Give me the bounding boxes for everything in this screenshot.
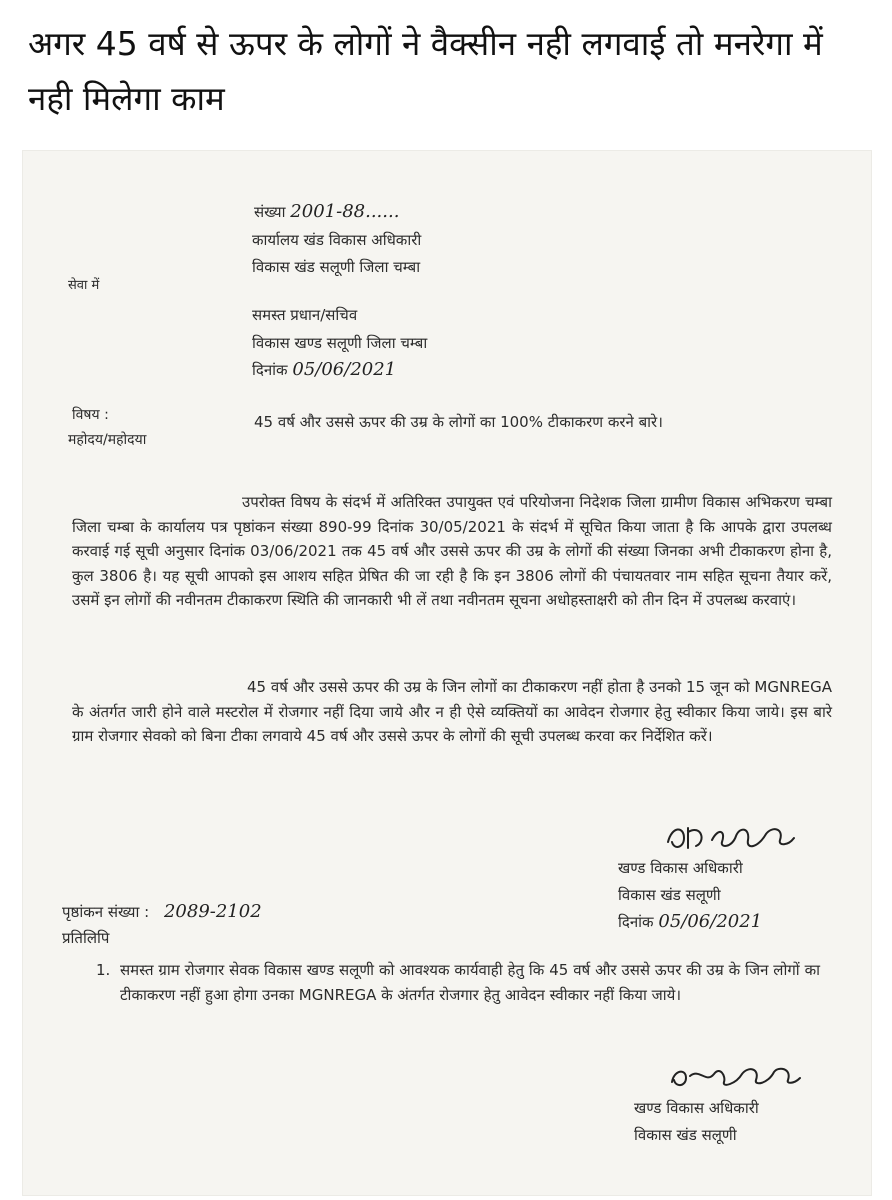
body-paragraph-2: 45 वर्ष और उससे ऊपर की उम्र के जिन लोगों का टीकाकरण नहीं होता है उनको 15 जून को MGNREGA के अंतर्गत जारी होने वाले मस्टरोल में रोजगार नहीं दिया जाये और न ही ऐसे व्यक्तियों का आवेदन रोजगार हेतु स्वीकार किया जाये। इस बारे ग्राम रोजगार सेवको को बिना टीका लगवाये 45 वर्ष और उससे ऊपर के लोगों की सूची उपलब्ध करवा कर निर्देशित करें। <box>72 678 832 745</box>
signature-1 <box>662 818 802 862</box>
reference-line <box>254 202 399 222</box>
recipient-title: समस्त प्रधान/सचिव <box>252 306 358 324</box>
letter-date: 05/06/2021 <box>292 359 397 380</box>
copy-item-number: 1. <box>96 961 111 979</box>
office-location: विकास खंड सलूणी जिला चम्बा <box>252 258 421 276</box>
endorsement-label: पृष्ठांकन संख्या : <box>62 903 150 921</box>
official-letter <box>22 150 872 1196</box>
recipient-location: विकास खण्ड सलूणी जिला चम्बा <box>252 334 428 352</box>
endorsement-number: 2089-2102 <box>163 901 262 922</box>
signatory-1-designation: खण्ड विकास अधिकारी <box>618 859 743 877</box>
letter-date-line <box>252 360 396 380</box>
date-label: दिनांक <box>252 361 288 379</box>
subject-text: 45 वर्ष और उससे ऊपर की उम्र के लोगों का 100% टीकाकरण करने बारे। <box>254 413 663 431</box>
signatory-2-designation: खण्ड विकास अधिकारी <box>634 1099 759 1117</box>
subject-label: विषय : <box>72 407 109 423</box>
copy-label: प्रतिलिपि <box>62 929 110 947</box>
signatory-2-block: विकास खंड सलूणी <box>634 1126 737 1144</box>
salutation: महोदय/महोदया <box>68 432 147 448</box>
signatory-1-date: 05/06/2021 <box>658 911 763 932</box>
copy-item-text: समस्त ग्राम रोजगार सेवक विकास खण्ड सलूणी को आवश्यक कार्यवाही हेतु कि 45 वर्ष और उससे ऊपर की उम्र के जिन लोगों का टीकाकरण नहीं हुआ होगा उनका MGNREGA के अंतर्गत रोजगार हेतु आवेदन स्वीकार नहीं किया जाये। <box>120 961 820 1004</box>
endorsement-line <box>62 902 262 922</box>
to-label: सेवा में <box>68 278 100 293</box>
signatory-1-date-label: दिनांक <box>618 913 654 931</box>
office-name: कार्यालय खंड विकास अधिकारी <box>252 231 422 249</box>
signature-2 <box>666 1056 806 1100</box>
news-headline: अगर 45 वर्ष से ऊपर के लोगों ने वैक्सीन नही लगवाई तो मनरेगा में नही मिलेगा काम <box>28 24 823 118</box>
reference-label: संख्या <box>254 203 286 221</box>
body-paragraph-1: उपरोक्त विषय के संदर्भ में अतिरिक्त उपायुक्त एवं परियोजना निदेशक जिला ग्रामीण विकास अभिकरण चम्बा जिला चम्बा के कार्यालय पत्र पृष्ठांकन संख्या 890-99 दिनांक 30/05/2021 के संदर्भ में सूचित किया जाता है कि आपके द्वारा उपलब्ध करवाई गई सूची अनुसार दिनांक 03/06/2021 तक 45 वर्ष और उससे ऊपर की उम्र के लोगों की संख्या जिनका अभी टीकाकरण होना है, कुल 3806 है। यह सूची आपको इस आशय सहित प्रेषित की जा रही है कि इन 3806 लोगों की पंचायतवार नाम सहित सूचना तैयार करें, उसमें इन लोगों की नवीनतम टीकाकरण स्थिति की जानकारी भी लें तथा नवीनतम सूचना अधोहस्ताक्षरी को तीन दिन में उपलब्ध करवाएं। <box>72 493 832 609</box>
signatory-1-block: विकास खंड सलूणी <box>618 886 721 904</box>
signatory-1-date-line <box>618 912 762 932</box>
reference-number: 2001-88...... <box>290 201 400 222</box>
